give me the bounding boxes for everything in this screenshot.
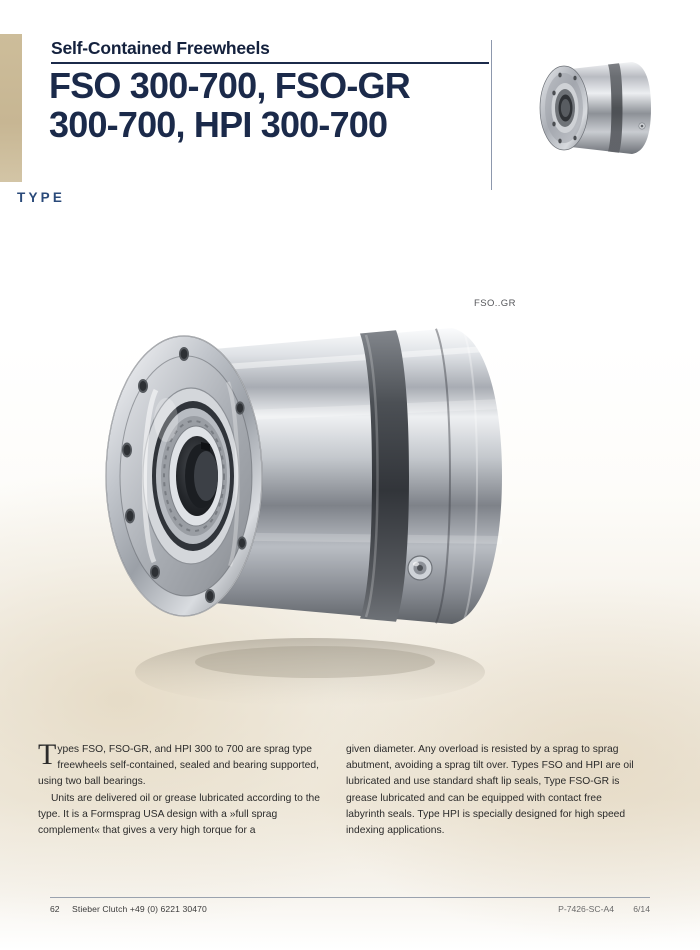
footer-document-date: 6/14 [633,904,650,914]
footer-document-code: P-7426-SC-A4 [558,904,614,914]
paragraph-1-text: ypes FSO, FSO-GR, and HPI 300 to 700 are sprag type freewheels self-contained, sealed and bearing supported, using two ball bearings. [38,744,319,788]
footer-page-number: 62 [50,904,60,914]
header-kicker: Self-Contained Freewheels [51,38,270,58]
paragraph-2: Units are delivered oil or grease lubricated according to the type. It is a Formsprag USA design with a »full sprag complement« that gives a very high torque for a [38,792,321,837]
page-header [0,0,700,205]
page-title [49,66,499,144]
page-title-line-1: FSO 300-700, FSO-GR [49,65,410,106]
figure-caption: FSO..GR [474,298,516,309]
header-divider [51,62,489,64]
freewheel-clutch-photo [60,300,580,720]
body-text [38,738,658,862]
body-column-right [346,742,639,839]
paragraph-1 [38,738,331,791]
header-product-thumbnail [520,48,670,170]
page-title-line-2: 300-700, HPI 300-700 [49,104,388,145]
footer-company: Stieber Clutch +49 (0) 6221 30470 [72,904,207,914]
section-label-type: TYPE [17,190,66,205]
page-footer [50,902,650,922]
header-vertical-divider [491,40,492,190]
footer-divider [50,897,650,898]
body-column-left [38,738,331,839]
header-accent-bar [0,34,22,182]
paragraph-3: given diameter. Any overload is resisted by a sprag to sprag abutment, avoiding a sprag tilt over. Types FSO and HPI are oil lubricated and use standard shaft lip seals, Type FSO-GR is grease lubricated and can be equipped with contact free labyrinth seals. Type HPI is specially designed for high speed indexing applications. [346,744,634,837]
grease-fitting [408,556,432,580]
drop-cap: T [38,738,57,771]
